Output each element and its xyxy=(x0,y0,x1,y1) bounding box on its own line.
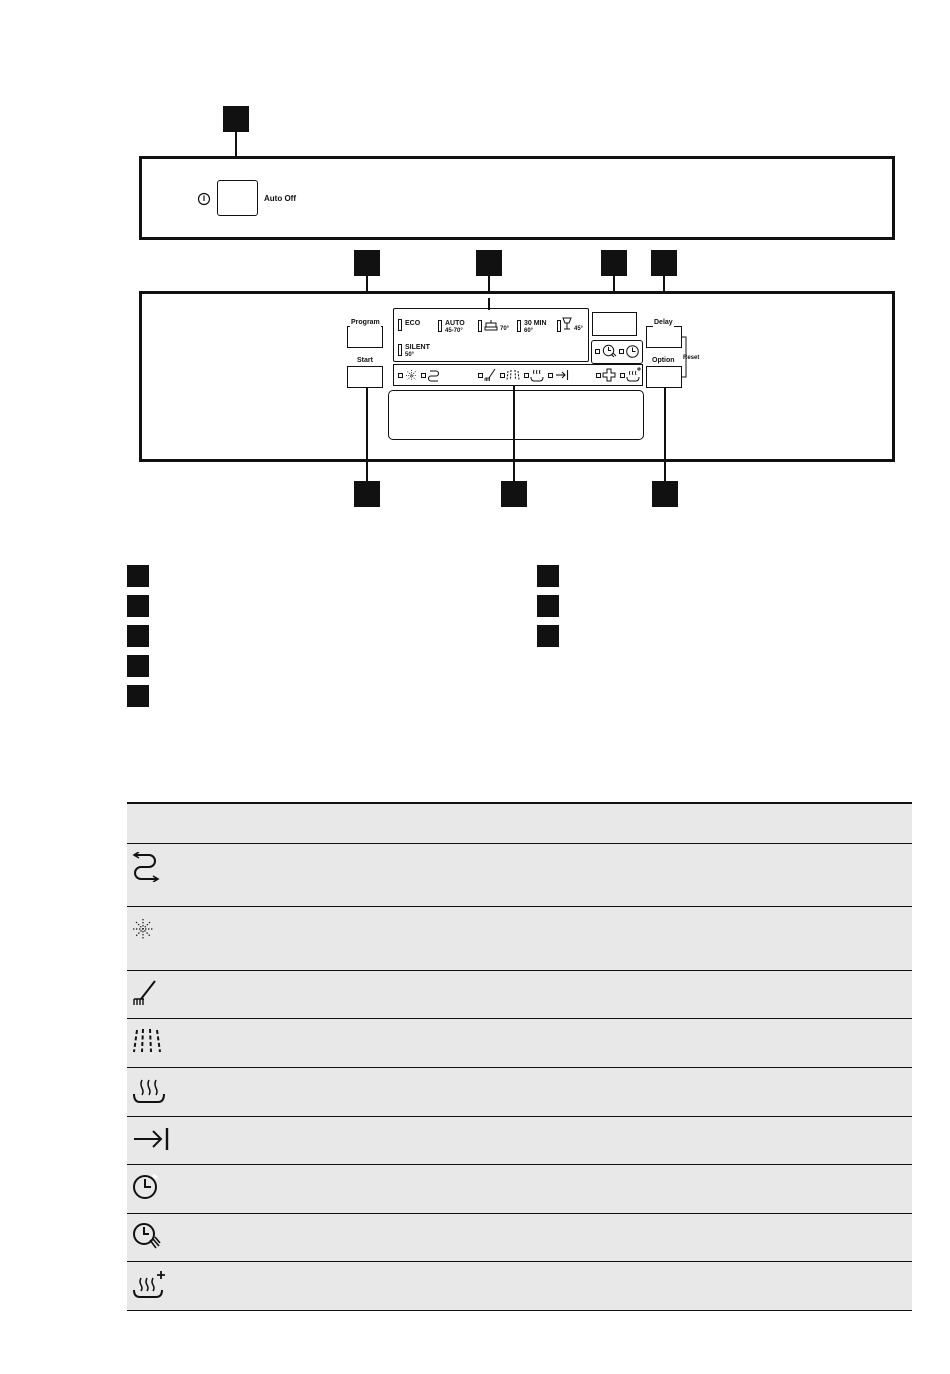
delay-label: Delay xyxy=(654,319,673,326)
silent-indicator xyxy=(398,344,402,356)
callout-leader-3b xyxy=(488,298,490,310)
end-arrow-icon xyxy=(131,1125,171,1155)
indicator-light xyxy=(596,373,601,378)
auto-label: AUTO xyxy=(445,320,465,327)
callout-leader-7 xyxy=(513,386,515,482)
end-arrow-icon xyxy=(555,369,569,381)
table-row xyxy=(127,1019,912,1068)
delay-button[interactable] xyxy=(646,326,682,348)
callout-marker-7 xyxy=(501,481,527,507)
brush-icon xyxy=(131,979,171,1009)
quick-indicator xyxy=(517,320,521,332)
auto-off-label: Auto Off xyxy=(264,194,296,203)
callout-marker-5 xyxy=(651,250,677,276)
silent-label: SILENT xyxy=(405,344,430,351)
sparkle-icon xyxy=(131,917,171,947)
table-row xyxy=(127,1068,912,1117)
option-label: Option xyxy=(652,357,675,364)
legend-marker-3 xyxy=(127,625,149,647)
legend-marker-8 xyxy=(537,625,559,647)
symbol-table xyxy=(127,802,912,1311)
table-header-row xyxy=(127,804,912,844)
callout-leader-8 xyxy=(664,388,666,482)
start-label: Start xyxy=(357,357,373,364)
regenerate-icon xyxy=(131,852,171,882)
glass-indicator xyxy=(557,320,561,332)
callout-leader-6 xyxy=(366,388,368,482)
legend-marker-1 xyxy=(127,565,149,587)
indicator-light xyxy=(595,349,600,354)
auto-temp-label: 45-70° xyxy=(445,328,463,334)
indicator-light xyxy=(398,373,403,378)
heat-dry-icon xyxy=(530,368,544,382)
legend-marker-6 xyxy=(537,565,559,587)
silent-temp-label: 50° xyxy=(405,352,415,358)
spray-icon xyxy=(131,1028,171,1058)
callout-marker-6 xyxy=(354,481,380,507)
indicator-light xyxy=(421,373,426,378)
quick-label: 30 MIN xyxy=(524,320,547,327)
callout-marker-8 xyxy=(652,481,678,507)
table-row xyxy=(127,1165,912,1214)
table-row xyxy=(127,971,912,1019)
reset-label: Reset xyxy=(683,355,700,361)
indicator-light xyxy=(548,373,553,378)
eco-label: ECO xyxy=(405,320,421,327)
indicator-light xyxy=(524,373,529,378)
indicator-light xyxy=(478,373,483,378)
program-button[interactable] xyxy=(347,326,383,348)
auto-indicator xyxy=(438,320,442,332)
delay-display xyxy=(592,312,637,336)
program-display xyxy=(393,308,589,362)
display-window xyxy=(388,390,644,440)
extra-dry-icon xyxy=(131,1270,171,1300)
intensive-indicator xyxy=(478,320,482,332)
legend-marker-5 xyxy=(127,685,149,707)
table-row xyxy=(127,844,912,907)
spray-icon xyxy=(506,369,520,381)
xtra-hygiene-icon xyxy=(602,368,616,382)
indicator-light xyxy=(620,373,625,378)
timer-touch-icon xyxy=(131,1222,171,1252)
callout-marker-4 xyxy=(601,250,627,276)
callout-marker-2 xyxy=(354,250,380,276)
eco-indicator xyxy=(398,319,402,331)
timer-touch-icon xyxy=(602,344,617,359)
callout-marker-1 xyxy=(223,106,249,132)
indicator-light xyxy=(619,349,624,354)
extra-dry-icon xyxy=(626,366,642,382)
timer-icon xyxy=(625,344,640,359)
regenerate-icon xyxy=(427,369,440,382)
glass-icon xyxy=(562,317,572,331)
power-icon xyxy=(197,192,211,206)
quick-temp-label: 60° xyxy=(524,328,534,334)
sparkle-icon xyxy=(405,369,418,382)
timer-icon xyxy=(131,1173,171,1203)
callout-marker-3 xyxy=(476,250,502,276)
pots-icon xyxy=(484,318,498,332)
start-button[interactable] xyxy=(347,366,383,388)
power-button[interactable] xyxy=(217,180,258,216)
table-row xyxy=(127,907,912,971)
option-button[interactable] xyxy=(646,366,682,388)
intensive-temp-label: 70° xyxy=(500,326,510,332)
indicator-light xyxy=(500,373,505,378)
table-row xyxy=(127,1117,912,1165)
legend-marker-2 xyxy=(127,595,149,617)
legend-marker-4 xyxy=(127,655,149,677)
legend-marker-7 xyxy=(537,595,559,617)
table-row xyxy=(127,1214,912,1262)
heat-dry-icon xyxy=(131,1076,171,1106)
program-label: Program xyxy=(351,319,380,326)
glass-temp-label: 45° xyxy=(574,326,584,332)
brush-icon xyxy=(484,368,496,382)
table-row xyxy=(127,1262,912,1311)
